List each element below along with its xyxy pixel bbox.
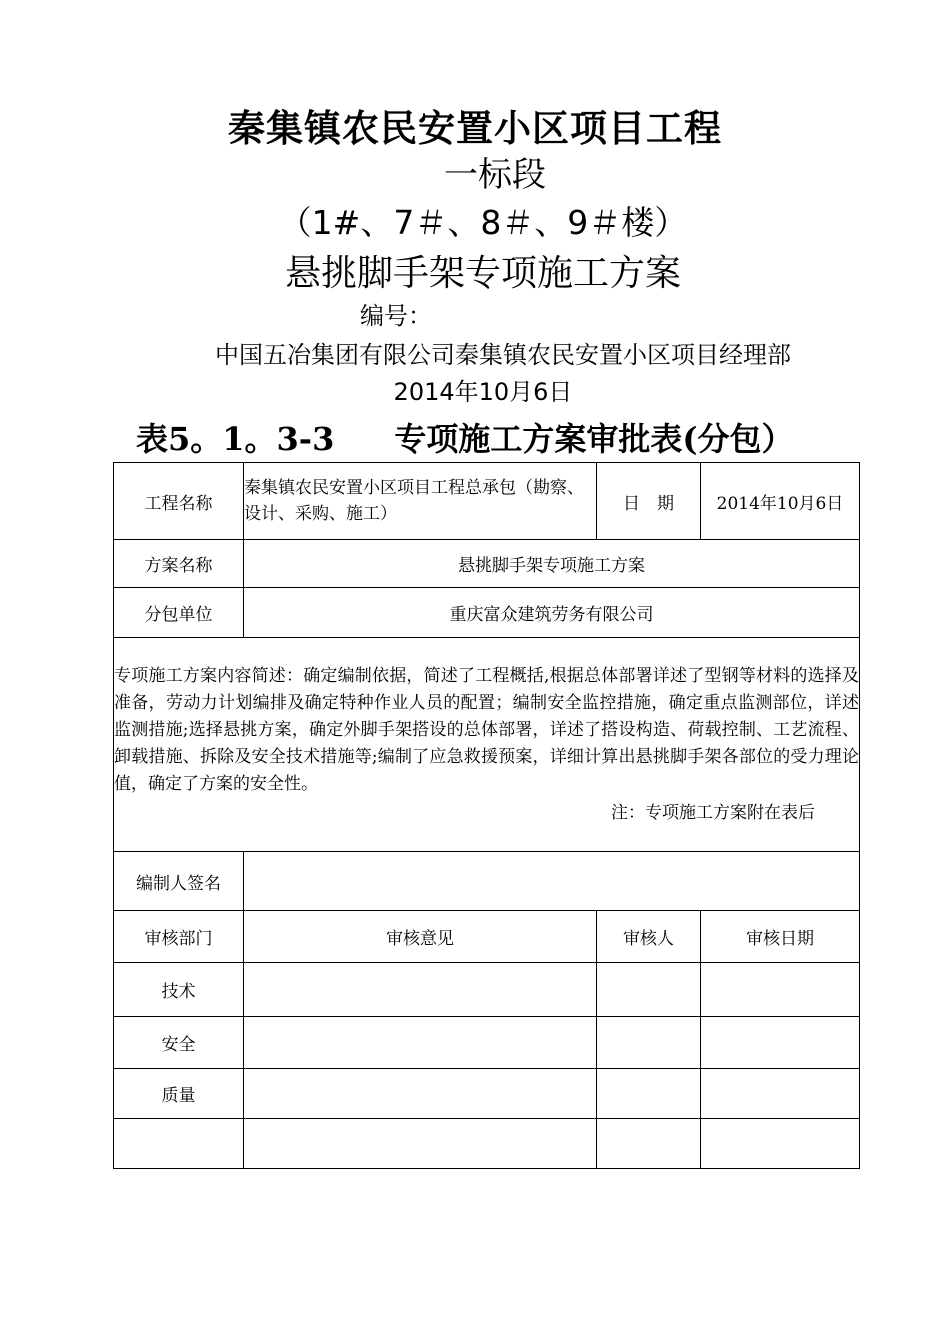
plan-title: 悬挑脚手架专项施工方案 [284,253,681,294]
signer-label: 编制人签名 [114,852,244,911]
review-row [114,963,860,1017]
header-reviewer: 审核人 [597,911,701,963]
review-date-field[interactable] [701,1119,860,1169]
reviewer-field[interactable] [597,1069,701,1119]
review-header-row [114,911,860,963]
review-date-field[interactable] [701,963,860,1017]
project-row [114,463,860,540]
header-review-date: 审核日期 [701,911,860,963]
plan-row [114,540,860,588]
summary-row [114,638,860,852]
review-dept-safety: 安全 [114,1017,244,1069]
review-dept-technical: 技术 [114,963,244,1017]
signer-row [114,852,860,911]
reviewer-field[interactable] [597,1017,701,1069]
review-opinion-field[interactable] [244,1017,597,1069]
project-title: 秦集镇农民安置小区项目工程 [228,107,722,150]
review-opinion-field[interactable] [244,1119,597,1169]
table-number: 表5。1。3-3 [136,420,335,458]
number-label: 编号： [360,302,432,330]
subcontractor-label: 分包单位 [114,588,244,638]
review-row [114,1119,860,1169]
review-row [114,1069,860,1119]
header-department: 审核部门 [114,911,244,963]
project-label: 工程名称 [114,463,244,540]
section-label: 一标段 [444,155,546,195]
table-name: 专项施工方案审批表(分包） [394,420,794,458]
date-value: 2014年10月6日 [701,463,860,540]
summary-cell [114,638,860,852]
header-opinion: 审核意见 [244,911,597,963]
date-label: 日 期 [597,463,701,540]
buildings-label: （1#、7＃、8＃、9＃楼） [278,203,688,242]
summary-text: 专项施工方案内容简述：确定编制依据，简述了工程概括,根据总体部署详述了型钢等材料的选择及准备，劳动力计划编排及确定特种作业人员的配置；编制安全监控措施，确定重点监测部位，详述监测措施;选择悬挑方案，确定外脚手架搭设的总体部署，详述了搭设构造、荷载控制、工艺流程、卸载措施、拆除及安全技术措施等;编制了应急救援预案，详细计算出悬挑脚手架各部位的受力理论值，确定了方案的安全性。 [114,665,859,794]
reviewer-field[interactable] [597,1119,701,1169]
review-opinion-field[interactable] [244,963,597,1017]
cover-date: 2014年10月6日 [393,378,573,406]
review-date-field[interactable] [701,1069,860,1119]
subcontractor-row [114,588,860,638]
plan-label: 方案名称 [114,540,244,588]
review-dept-blank[interactable] [114,1119,244,1169]
review-opinion-field[interactable] [244,1069,597,1119]
approval-form [113,462,860,1169]
signer-field[interactable] [244,852,860,911]
plan-value: 悬挑脚手架专项施工方案 [244,540,860,588]
review-date-field[interactable] [701,1017,860,1069]
attachment-note: 注：专项施工方案附在表后 [611,802,815,823]
table-heading [136,414,794,460]
project-value: 秦集镇农民安置小区项目工程总承包（勘察、设计、采购、施工） [244,463,597,540]
review-dept-quality: 质量 [114,1069,244,1119]
reviewer-field[interactable] [597,963,701,1017]
company-name: 中国五冶集团有限公司秦集镇农民安置小区项目经理部 [215,341,791,369]
subcontractor-value: 重庆富众建筑劳务有限公司 [244,588,860,638]
review-row [114,1017,860,1069]
